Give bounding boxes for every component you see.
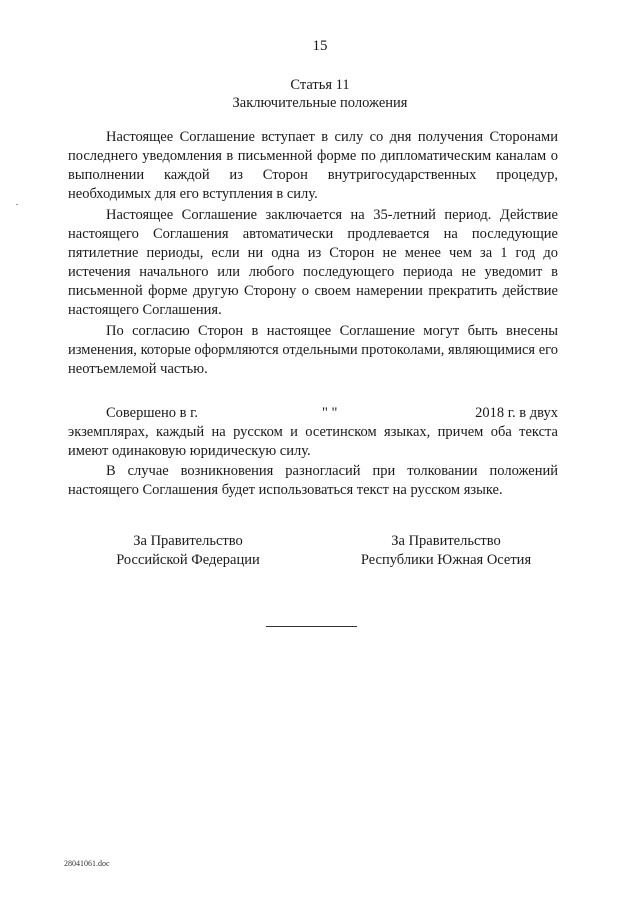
article-heading bbox=[0, 76, 640, 112]
concluded-place: Совершено в г. bbox=[106, 405, 199, 421]
article-title: Статья 11 bbox=[290, 77, 350, 93]
end-divider bbox=[266, 626, 357, 627]
signature-russia-line2: Российской Федерации bbox=[116, 552, 260, 568]
paragraph-duration: Настоящее Соглашение заключается на 35-летний период. Действие настоящего Соглашения автоматически продлевается на последующие пятилетние периоды, если ни одна из Сторон не менее чем за 1 год до истечения начального или любого последующего периода не уведомит в письменной форме другую Сторону о своем намерении прекратить действие настоящего Соглашения. bbox=[68, 207, 558, 318]
concluded-rest: экземплярах, каждый на русском и осетинском языках, причем оба текста имеют одинаковую юридическую силу. bbox=[68, 424, 558, 459]
page-number: 15 bbox=[312, 38, 328, 54]
concluded-first-line bbox=[68, 404, 558, 423]
signature-ossetia-line1: За Правительство bbox=[391, 533, 501, 549]
concluded-year: 2018 г. в двух bbox=[475, 405, 558, 421]
signature-block-south-ossetia bbox=[346, 532, 546, 570]
article-subtitle: Заключительные положения bbox=[232, 95, 408, 111]
paragraph-entry-into-force: Настоящее Соглашение вступает в силу со дня получения Сторонами последнего уведомления в письменной форме по дипломатическим каналам о выполнении каждой из Сторон внутригосударственных процедур, необходимых для его вступления в силу. bbox=[68, 129, 558, 202]
signature-ossetia-line2: Республики Южная Осетия bbox=[360, 552, 532, 568]
paragraph-concluded bbox=[68, 404, 558, 461]
signature-block-russia bbox=[100, 532, 276, 570]
signature-russia-line1: За Правительство bbox=[133, 533, 243, 549]
document-code: 28041061.doc bbox=[64, 859, 110, 868]
concluded-date-blank: " " bbox=[322, 405, 338, 421]
paragraph-interpretation: В случае возникновения разногласий при толковании положений настоящего Соглашения будет использоваться текст на русском языке. bbox=[68, 463, 558, 498]
paragraph-amendments: По согласию Сторон в настоящее Соглашение могут быть внесены изменения, которые оформляются отдельными протоколами, являющимися его неотъемлемой частью. bbox=[68, 323, 558, 377]
margin-mark bbox=[16, 204, 18, 205]
